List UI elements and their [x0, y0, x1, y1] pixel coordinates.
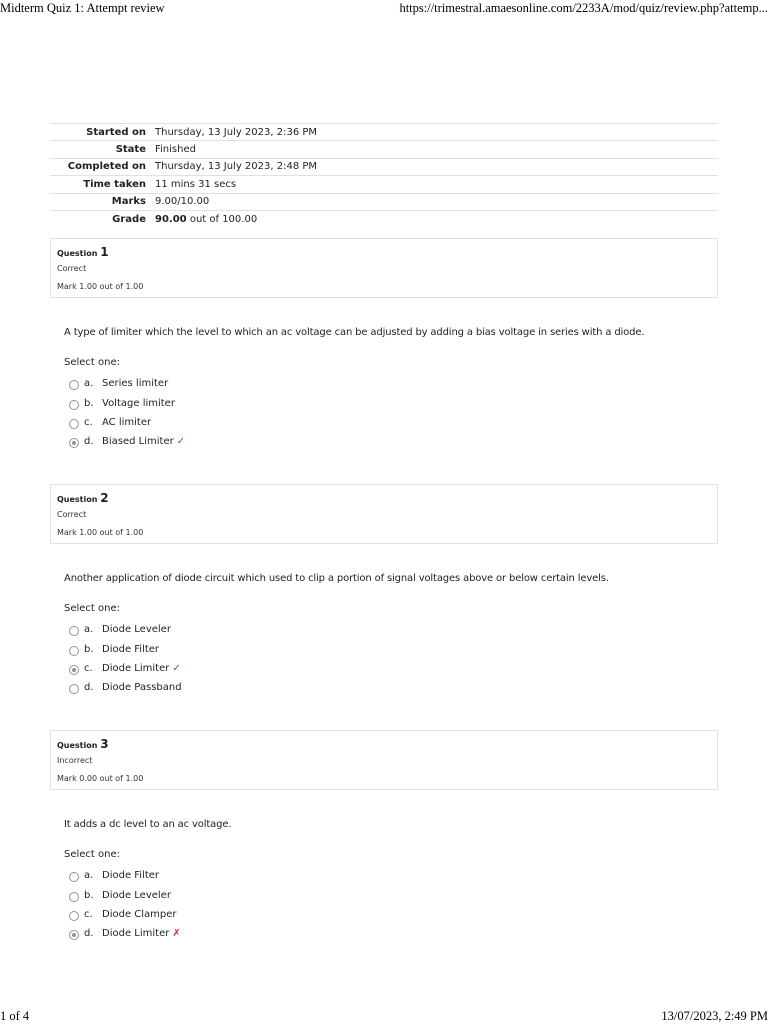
summary-row-time-taken	[50, 176, 718, 193]
option-text: Diode Filter	[102, 644, 160, 655]
question-number-value: 3	[100, 737, 109, 751]
page-url: https://trimestral.amaesonline.com/2233A/mod/quiz/review.php?attemp...	[399, 1, 768, 15]
option-text: AC limiter	[102, 417, 152, 428]
summary-value: Thursday, 13 July 2023, 2:48 PM	[155, 161, 318, 173]
summary-label: Started on	[86, 126, 146, 138]
summary-label: Grade	[112, 213, 146, 225]
question-number-value: 1	[100, 245, 109, 259]
select-one-prompt: Select one:	[64, 849, 121, 860]
question-state: Correct	[57, 510, 87, 519]
question-text: A type of limiter which the level to which an ac voltage can be adjusted by adding a bias voltage in series with a diode.	[64, 327, 645, 338]
radio-button[interactable]	[69, 626, 79, 636]
print-footer	[0, 1009, 768, 1024]
question-number	[57, 245, 109, 259]
option-letter: a.	[84, 624, 94, 635]
question-text: Another application of diode circuit which used to clip a portion of signal voltages above or below certain levels.	[64, 573, 609, 584]
question-number	[57, 737, 109, 751]
summary-value: Thursday, 13 July 2023, 2:36 PM	[155, 126, 318, 138]
summary-value: 9.00/10.00	[155, 196, 210, 208]
question-label: Question	[57, 495, 98, 504]
summary-row-marks	[50, 193, 718, 210]
attempt-summary-table	[50, 123, 718, 228]
print-header	[0, 0, 768, 18]
summary-row-completed	[50, 158, 718, 175]
print-datetime: 13/07/2023, 2:49 PM	[661, 1009, 768, 1023]
question-text: It adds a dc level to an ac voltage.	[64, 819, 232, 830]
radio-button[interactable]	[69, 400, 79, 410]
summary-label: Marks	[111, 196, 146, 208]
option-letter: d.	[84, 436, 94, 447]
question-state: Correct	[57, 264, 87, 273]
summary-value: Finished	[155, 144, 196, 156]
option-letter: d.	[84, 682, 94, 693]
option-letter: c.	[84, 663, 93, 674]
question-info-box	[50, 730, 718, 790]
page-number: 1 of 4	[0, 1009, 30, 1023]
radio-button[interactable]	[69, 892, 79, 902]
summary-row-state	[50, 141, 718, 158]
grade-out-of: out of 100.00	[186, 213, 258, 225]
option-text: Diode Leveler	[102, 890, 171, 901]
option-letter: b.	[84, 644, 94, 655]
option-text: Voltage limiter	[102, 398, 175, 409]
page-title: Midterm Quiz 1: Attempt review	[0, 1, 165, 15]
option-letter: c.	[84, 417, 93, 428]
question-label: Question	[57, 249, 98, 258]
option-letter: d.	[84, 928, 94, 939]
option-letter: a.	[84, 870, 94, 881]
option-label: Diode Limiter	[102, 663, 170, 674]
question-mark: Mark 0.00 out of 1.00	[57, 774, 144, 783]
summary-label: State	[115, 144, 146, 156]
option-text: Diode Passband	[102, 682, 182, 693]
option-letter: b.	[84, 890, 94, 901]
question-number-value: 2	[100, 491, 109, 505]
grade-value: 90.00	[155, 213, 187, 225]
question-info-box	[50, 238, 718, 298]
option-text	[102, 663, 181, 674]
radio-button[interactable]	[69, 419, 79, 429]
option-letter: a.	[84, 378, 94, 389]
question-mark: Mark 1.00 out of 1.00	[57, 528, 144, 537]
summary-label: Completed on	[67, 161, 146, 173]
summary-value: 11 mins 31 secs	[155, 178, 237, 190]
select-one-prompt: Select one:	[64, 603, 121, 614]
radio-button-checked[interactable]	[69, 930, 79, 940]
question-label: Question	[57, 741, 98, 750]
radio-button-checked[interactable]	[69, 665, 79, 675]
check-icon: ✓	[172, 663, 181, 674]
option-letter: b.	[84, 398, 94, 409]
summary-row-grade	[50, 210, 718, 227]
select-one-prompt: Select one:	[64, 357, 121, 368]
radio-button[interactable]	[69, 380, 79, 390]
option-text	[102, 436, 185, 447]
option-letter: c.	[84, 909, 93, 920]
question-info-box	[50, 484, 718, 544]
radio-button[interactable]	[69, 872, 79, 882]
radio-button-checked[interactable]	[69, 438, 79, 448]
radio-button[interactable]	[69, 684, 79, 694]
cross-icon: ✗	[172, 928, 181, 939]
summary-label: Time taken	[83, 178, 146, 190]
option-text: Diode Leveler	[102, 624, 171, 635]
radio-button[interactable]	[69, 911, 79, 921]
option-label: Diode Limiter	[102, 928, 170, 939]
check-icon: ✓	[176, 436, 186, 447]
option-text: Diode Clamper	[102, 909, 177, 920]
option-text: Series limiter	[102, 378, 169, 389]
summary-value	[155, 210, 718, 227]
option-text	[102, 928, 181, 939]
option-text: Diode Filter	[102, 870, 160, 881]
option-label: Biased Limiter	[102, 436, 174, 447]
question-number	[57, 491, 109, 505]
question-mark: Mark 1.00 out of 1.00	[57, 282, 144, 291]
question-state: Incorrect	[57, 756, 93, 765]
summary-row-started	[50, 124, 718, 141]
radio-button[interactable]	[69, 646, 79, 656]
